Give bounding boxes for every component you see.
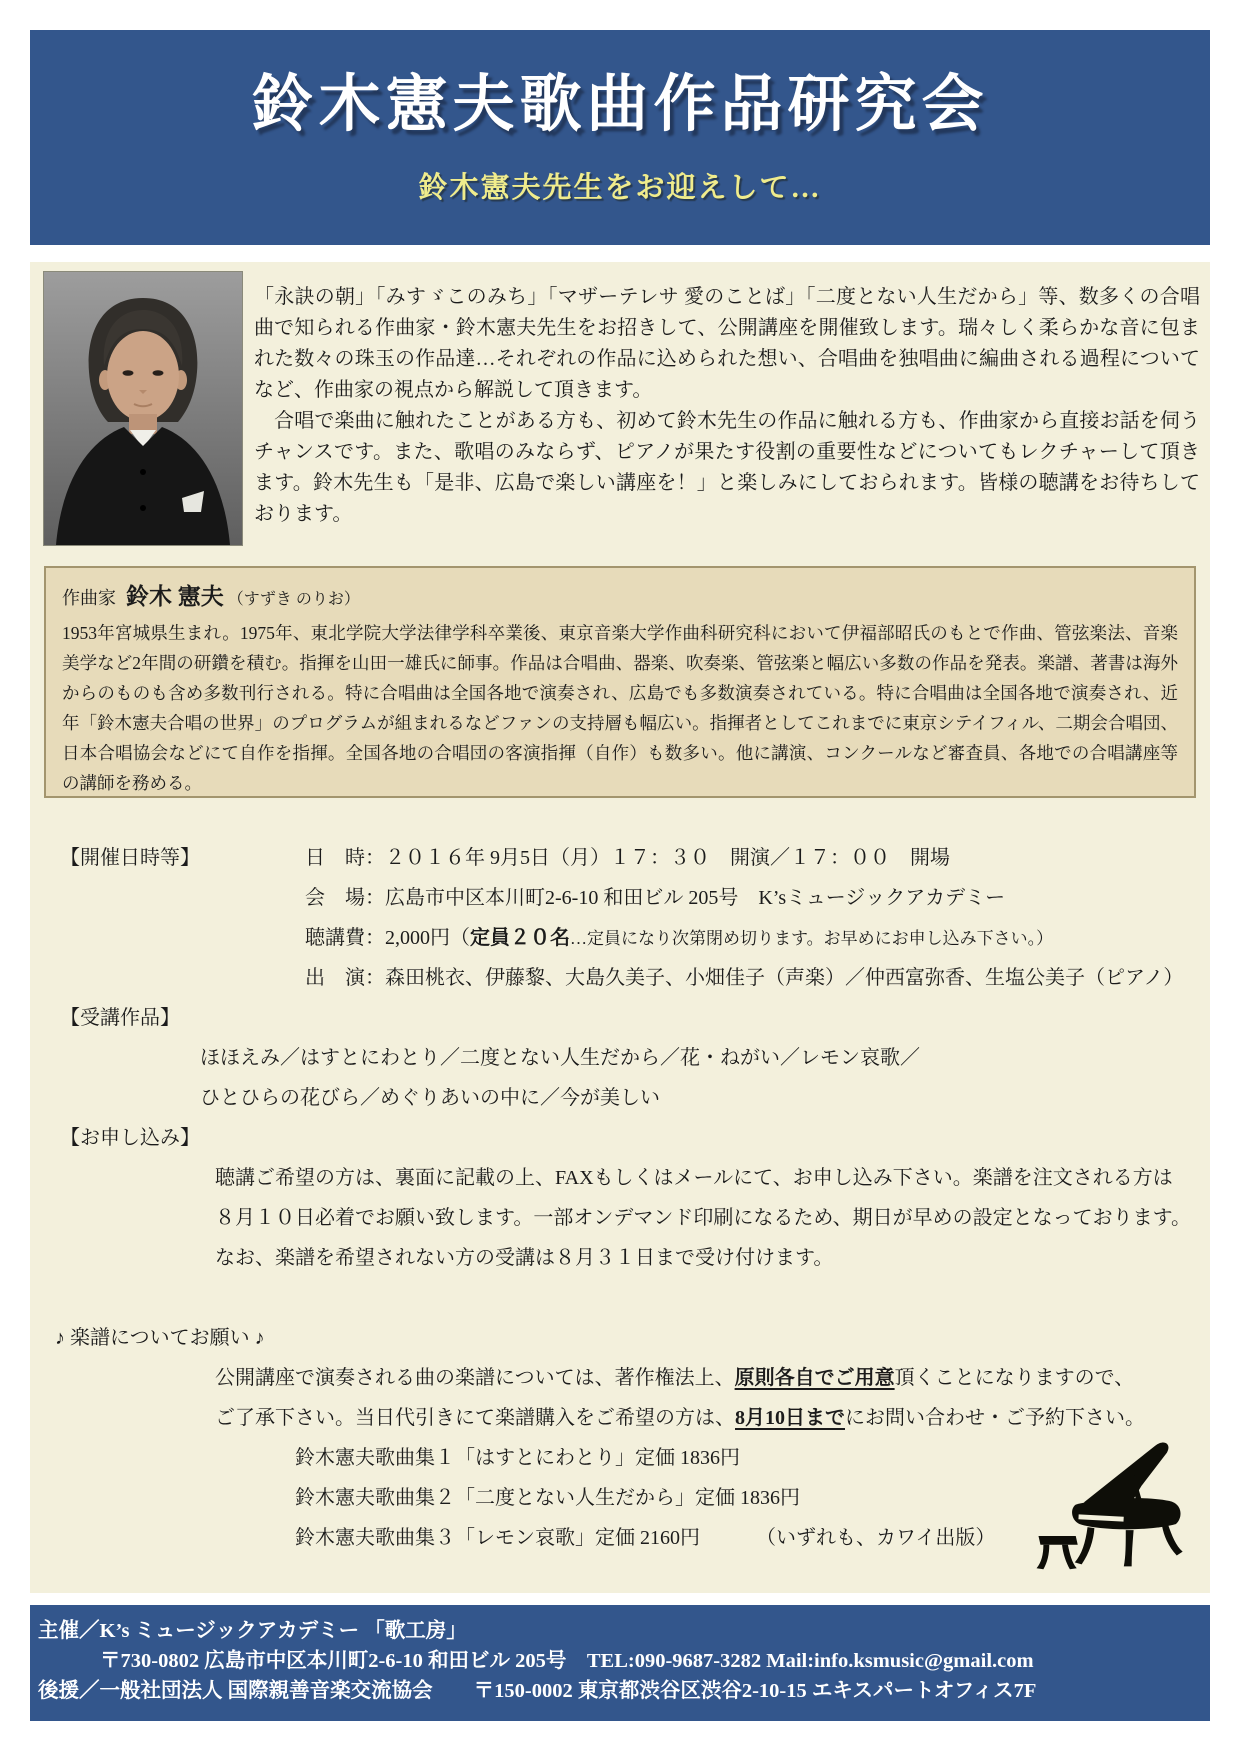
intro-paragraph-2: 合唱で楽曲に触れたことがある方も、初めて鈴木先生の作品に触れる方も、作曲家から直接お話を伺うチャンスです。また、歌唱のみならず、ピアノが果たす役割の重要性などについてもレクチャーして頂きます。鈴木先生も「是非、広島で楽しい講座を！」と楽しみにしておられます。皆様の聴講をお待ちしております。 [254,410,1200,525]
page-title: 鈴木憲夫歌曲作品研究会 [251,71,989,139]
book-item-3-text: 鈴木憲夫歌曲集３「レモン哀歌」定価 2160円 [295,1527,700,1549]
portrait-illustration [44,272,242,545]
section-label-works: 【受講作品】 [60,1007,180,1029]
bio-text: 1953年宮城県生まれ。1975年、東北学院大学法律学科卒業後、東京音楽大学作曲科研究科において伊福部昭氏のもとで作曲、管弦楽法、音楽美学など2年間の研鑽を積む。指揮を山田一雄氏に師事。作品は合唱曲、器楽、吹奏楽、管弦楽と幅広い多数の作品を発表。楽譜、著書は海外からのものも含め多数刊行される。特に合唱曲は全国各地で演奏され、広島でも多数演奏されている。特に合唱曲は全国各地で演奏され、近年「鈴木憲夫合唱の世界」のプログラムが組まれるなどファンの支持層も幅広い。指揮者としてこれまでに東京シテイフィル、二期会合唱団、日本合唱協会などにて自作を指揮。全国各地の合唱団の客演指揮（自作）も数多い。他に講演、コンクールなど審査員、各地での合唱講座等の講師を務める。 [62,623,1178,793]
header-banner [30,30,1210,245]
score-note-line-1-post: 頂くことになりますので、 [894,1367,1135,1389]
detail-fee-note: …定員になり次第閉め切ります。お早めにお申し込み下さい。） [570,929,1054,948]
bio-name: 鈴木 憲夫 [126,584,224,609]
detail-venue-row [30,878,1210,918]
score-note-line-2-post: にお問い合わせ・ご予約下さい。 [845,1407,1145,1429]
composer-photo [44,272,242,545]
page-subtitle: 鈴木憲夫先生をお迎えして… [418,172,822,204]
apply-line-3: なお、楽譜を希望されない方の受講は８月３１日まで受け付けます。 [215,1247,834,1269]
spacer [30,1278,1210,1318]
detail-datetime: 日 時：２０１６年 9月5日（月）１７：３０ 開演／１７：００ 開場 [305,847,950,869]
detail-fee-row [30,918,1210,958]
works-line-2: ひとひらの花びら／めぐりあいの中に／今が美しい [200,1087,660,1109]
detail-venue: 会 場：広島市中区本川町2-6-10 和田ビル 205号 K’sミュージックアカデミー [305,887,1006,909]
publisher-note: （いずれも、カワイ出版） [756,1527,996,1549]
footer-organizer: 主催／K’s ミュージックアカデミー 「歌工房」 [38,1620,467,1642]
bio-box [44,566,1196,798]
intro-paragraph-1: 「永訣の朝」「みすゞこのみち」「マザーテレサ 愛のことば」「二度とない人生だから」等、数多くの合唱曲で知られる作曲家・鈴木憲夫先生をお招きして、公開講座を開催致します。瑞々しく柔らかな音に包まれた数々の珠玉の作品達…それぞれの作品に込められた想い、合唱曲を独唱曲に編曲される過程についてなど、作曲家の視点から解説して頂きます。 [254,286,1200,401]
score-note-heading: ♪ 楽譜についてお願い ♪ [55,1327,265,1349]
score-note-line-2-emphasis: 8月10日まで [735,1407,845,1429]
footer-banner [30,1605,1210,1721]
detail-fee-capacity: 定員２０名 [470,927,570,949]
score-note-line-1-pre: 公開講座で演奏される曲の楽譜については、著作権法上、 [215,1367,735,1389]
book-item-1: 鈴木憲夫歌曲集１「はすとにわとり」定価 1836円 [295,1447,740,1469]
score-note-line-2-pre: ご了承下さい。当日代引きにて楽譜購入をご希望の方は、 [215,1407,735,1429]
apply-line-2: ８月１０日必着でお願い致します。一部オンデマンド印刷になるため、期日が早めの設定となっております。 [215,1207,1191,1229]
section-label-apply: 【お申し込み】 [60,1127,200,1149]
detail-fee-prefix: 聴講費：2,000円（ [305,927,470,949]
detail-cast: 出 演：森田桃衣、伊藤黎、大島久美子、小畑佳子（声楽）／仲西富弥香、生塩公美子（ピアノ） [305,967,1184,989]
score-note-line-1 [30,1358,1210,1398]
detail-datetime-row [30,838,1210,878]
section-label-schedule: 【開催日時等】 [60,847,200,869]
footer-address-contact: 〒730-0802 広島市中区本川町2-6-10 和田ビル 205号 TEL:090-9687-3282 Mail:info.ksmusic@gmail.com [100,1650,1034,1672]
intro-text [254,282,1200,530]
grand-piano-icon [1030,1432,1198,1584]
footer-supporter: 後援／一般社団法人 国際親善音楽交流協会 〒150-0002 東京都渋谷区渋谷2-10-15 エキスパートオフィス7F [38,1680,1037,1702]
detail-cast-row [30,958,1210,998]
score-note-line-1-emphasis: 原則各自でご用意 [734,1367,895,1389]
content-panel [30,262,1210,1593]
book-item-2: 鈴木憲夫歌曲集２「二度とない人生だから」定価 1836円 [295,1487,800,1509]
bio-title [62,578,1178,611]
bio-kana: （すずき のりお） [227,591,360,608]
works-line-1: ほほえみ／はすとにわとり／二度とない人生だから／花・ねがい／レモン哀歌／ [200,1047,920,1069]
apply-line-1: 聴講ご希望の方は、裏面に記載の上、FAXもしくはメールにて、お申し込み下さい。楽譜を注文される方は [215,1167,1173,1189]
bio-role: 作曲家 [62,588,116,608]
